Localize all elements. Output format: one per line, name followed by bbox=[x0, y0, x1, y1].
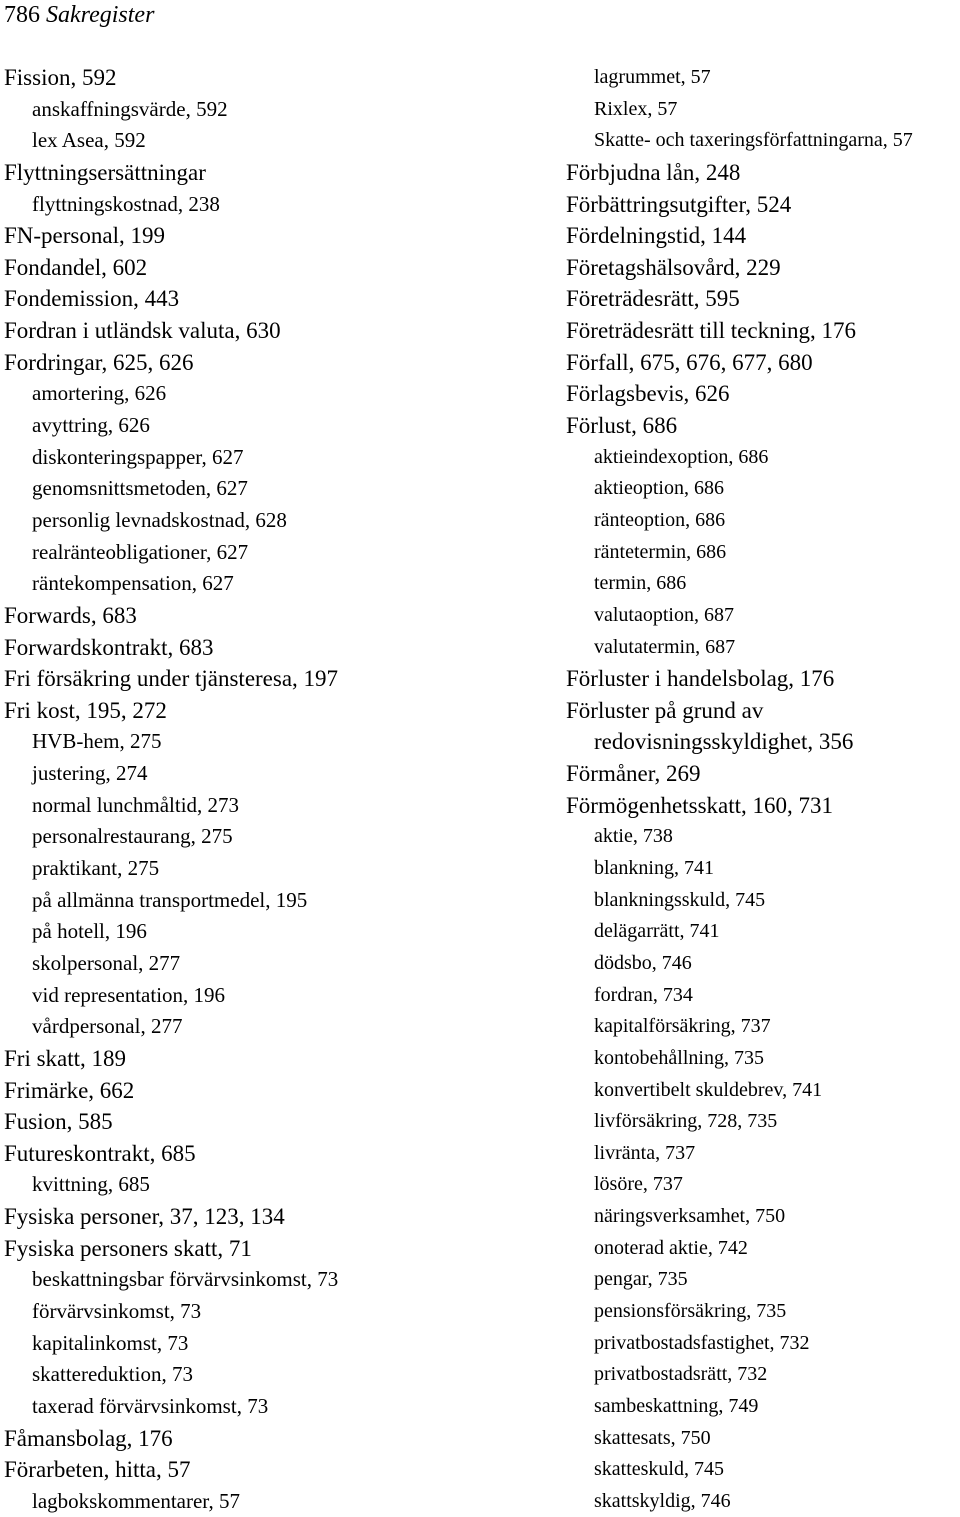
index-subentry: diskonteringspapper, 627 bbox=[32, 444, 244, 469]
index-entry: Företrädesrätt, 595 bbox=[566, 286, 740, 312]
index-entry: Förluster i handelsbolag, 176 bbox=[566, 666, 835, 692]
index-entry: Flyttningsersättningar bbox=[4, 159, 206, 185]
index-subentry: HVB-hem, 275 bbox=[32, 729, 162, 754]
index-subentry: aktieindexoption, 686 bbox=[594, 445, 769, 468]
index-subentry: aktie, 738 bbox=[594, 825, 673, 848]
index-entry: Fri skatt, 189 bbox=[4, 1045, 127, 1071]
index-entry: Futureskontrakt, 685 bbox=[4, 1140, 196, 1166]
index-subentry: realränteobligationer, 627 bbox=[32, 539, 249, 564]
index-entry: Forwardskontrakt, 683 bbox=[4, 634, 214, 660]
index-subentry: pengar, 735 bbox=[594, 1268, 688, 1291]
index-entry-continuation: redovisningsskyldighet, 356 bbox=[594, 729, 854, 755]
index-subentry: kapitalinkomst, 73 bbox=[32, 1330, 189, 1355]
index-subentry: genomsnittsmetoden, 627 bbox=[32, 476, 248, 501]
index-subentry: praktikant, 275 bbox=[32, 856, 160, 881]
index-subentry: lösöre, 737 bbox=[594, 1173, 683, 1196]
index-subentry: personlig levnadskostnad, 628 bbox=[32, 507, 287, 532]
index-entry: Företrädesrätt till teckning, 176 bbox=[566, 318, 856, 344]
index-entry: FN-personal, 199 bbox=[4, 223, 165, 249]
index-subentry: Skatte- och taxeringsförfattningarna, 57 bbox=[594, 129, 913, 152]
index-subentry: fordran, 734 bbox=[594, 983, 693, 1006]
index-subentry: Rixlex, 57 bbox=[594, 97, 678, 120]
index-subentry: skattereduktion, 73 bbox=[32, 1362, 193, 1387]
index-subentry: på hotell, 196 bbox=[32, 919, 147, 944]
index-entry: Fåmansbolag, 176 bbox=[4, 1425, 173, 1451]
index-subentry: privatbostadsrätt, 732 bbox=[594, 1363, 768, 1386]
index-entry: Förluster på grund av bbox=[566, 697, 764, 723]
index-subentry: avyttring, 626 bbox=[32, 413, 150, 438]
index-subentry: delägarrätt, 741 bbox=[594, 920, 720, 943]
index-subentry: valutaoption, 687 bbox=[594, 603, 734, 626]
index-entry: Förfall, 675, 676, 677, 680 bbox=[566, 349, 813, 375]
index-subentry: normal lunchmåltid, 273 bbox=[32, 792, 240, 817]
index-subentry: taxerad förvärvsinkomst, 73 bbox=[32, 1393, 269, 1418]
index-entry: Fri kost, 195, 272 bbox=[4, 697, 167, 723]
index-subentry: lagbokskommentarer, 57 bbox=[32, 1488, 240, 1513]
index-entry: Frimärke, 662 bbox=[4, 1077, 135, 1103]
index-subentry: onoterad aktie, 742 bbox=[594, 1236, 748, 1259]
index-subentry: lex Asea, 592 bbox=[32, 128, 146, 153]
index-subentry: skattskyldig, 746 bbox=[594, 1489, 731, 1512]
index-subentry: kontobehållning, 735 bbox=[594, 1046, 764, 1069]
index-entry: Förmögenhetsskatt, 160, 731 bbox=[566, 792, 834, 818]
index-subentry: amortering, 626 bbox=[32, 381, 167, 406]
index-subentry: vid representation, 196 bbox=[32, 982, 226, 1007]
index-subentry: kapitalförsäkring, 737 bbox=[594, 1015, 771, 1038]
index-subentry: ränteoption, 686 bbox=[594, 508, 726, 531]
index-entry: Fysiska personers skatt, 71 bbox=[4, 1235, 252, 1261]
index-subentry: blankningsskuld, 745 bbox=[594, 888, 766, 911]
index-subentry: skolpersonal, 277 bbox=[32, 950, 181, 975]
index-entry: Fordringar, 625, 626 bbox=[4, 349, 194, 375]
index-entry: Förlust, 686 bbox=[566, 413, 678, 439]
index-entry: Förarbeten, hitta, 57 bbox=[4, 1457, 191, 1483]
index-entry: Förbjudna lån, 248 bbox=[566, 159, 741, 185]
index-subentry: livränta, 737 bbox=[594, 1141, 696, 1164]
index-entry: Fördelningstid, 144 bbox=[566, 223, 747, 249]
index-subentry: termin, 686 bbox=[594, 572, 687, 595]
page-header bbox=[4, 0, 154, 32]
index-subentry: personalrestaurang, 275 bbox=[32, 824, 233, 849]
index-entry: Fondemission, 443 bbox=[4, 286, 180, 312]
index-entry: Förmåner, 269 bbox=[566, 761, 701, 787]
index-subentry: räntetermin, 686 bbox=[594, 540, 727, 563]
index-subentry: livförsäkring, 728, 735 bbox=[594, 1110, 778, 1133]
index-subentry: justering, 274 bbox=[32, 761, 148, 786]
index-entry: Förlagsbevis, 626 bbox=[566, 381, 730, 407]
index-entry: Fondandel, 602 bbox=[4, 254, 148, 280]
index-column-right bbox=[566, 62, 960, 1517]
index-subentry: kvittning, 685 bbox=[32, 1172, 150, 1197]
index-column-left bbox=[4, 62, 552, 1517]
index-entry: Fusion, 585 bbox=[4, 1109, 113, 1135]
index-entry: Fordran i utländsk valuta, 630 bbox=[4, 318, 281, 344]
index-subentry: lagrummet, 57 bbox=[594, 66, 711, 88]
index-subentry: valutatermin, 687 bbox=[594, 635, 736, 658]
index-subentry: dödsbo, 746 bbox=[594, 951, 692, 974]
index-subentry: privatbostadsfastighet, 732 bbox=[594, 1331, 810, 1354]
index-subentry: sambeskattning, 749 bbox=[594, 1394, 759, 1417]
index-entry: Företagshälsovård, 229 bbox=[566, 254, 781, 280]
index-entry: Fysiska personer, 37, 123, 134 bbox=[4, 1204, 285, 1230]
index-entry: Forwards, 683 bbox=[4, 602, 137, 628]
page-number: 786 bbox=[4, 2, 40, 28]
index-subentry: pensionsförsäkring, 735 bbox=[594, 1299, 787, 1322]
index-subentry: blankning, 741 bbox=[594, 857, 714, 880]
page-title: Sakregister bbox=[46, 2, 155, 28]
index-subentry: konvertibelt skuldebrev, 741 bbox=[594, 1078, 823, 1101]
index-subentry: aktieoption, 686 bbox=[594, 477, 724, 500]
index-subentry: näringsverksamhet, 750 bbox=[594, 1205, 786, 1228]
index-subentry: på allmänna transportmedel, 195 bbox=[32, 887, 308, 912]
index-entry: Fission, 592 bbox=[4, 65, 117, 90]
index-subentry: skatteskuld, 745 bbox=[594, 1458, 724, 1481]
index-subentry: anskaffningsvärde, 592 bbox=[32, 96, 228, 121]
index-subentry: beskattningsbar förvärvsinkomst, 73 bbox=[32, 1267, 339, 1292]
index-entry: Fri försäkring under tjänsteresa, 197 bbox=[4, 666, 339, 692]
index-subentry: vårdpersonal, 277 bbox=[32, 1014, 183, 1039]
index-subentry: flyttningskostnad, 238 bbox=[32, 191, 220, 216]
index-subentry: skattesats, 750 bbox=[594, 1426, 711, 1449]
index-entry: Förbättringsutgifter, 524 bbox=[566, 191, 792, 217]
index-subentry: räntekompensation, 627 bbox=[32, 571, 234, 596]
index-subentry: förvärvsinkomst, 73 bbox=[32, 1298, 202, 1323]
